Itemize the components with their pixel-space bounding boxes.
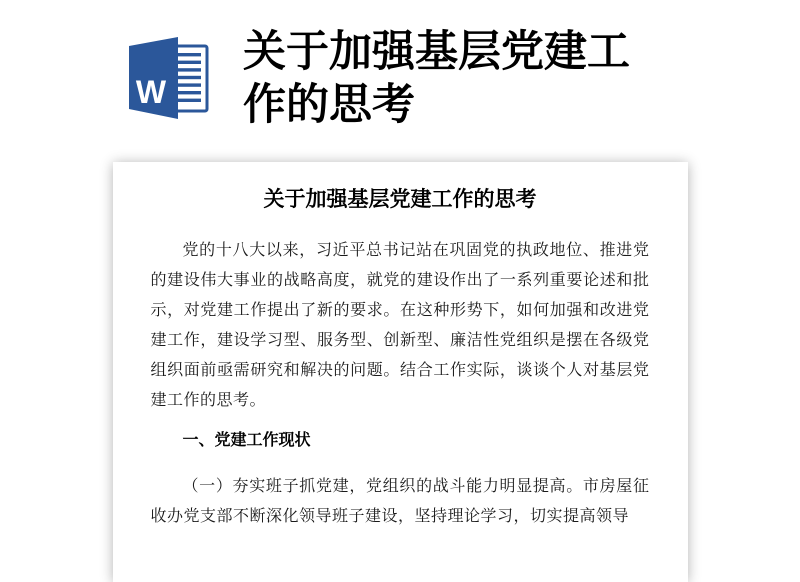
word-letter: W	[135, 74, 167, 110]
paragraph-intro: 党的十八大以来，习近平总书记站在巩固党的执政地位、推进党的建设伟大事业的战略高度，就党的建设作出了一系列重要论述和批示，对党建工作提出了新的要求。在这种形势下，如何加强和改进党建工作，建设学习型、服务型、创新型、廉洁性党组织是摆在各级党组织面前亟需研究和解决的问题。结合工作实际，谈谈个人对基层党建工作的思考。	[150, 242, 650, 409]
document-title: 关于加强基层党建工作的思考	[263, 187, 537, 211]
document-page	[113, 162, 688, 582]
paragraph-section-1-item-1: （一）夯实班子抓党建，党组织的战斗能力明显提高。市房屋征收办党支部不断深化领导班子建设，坚持理论学习，切实提高领导	[150, 478, 650, 525]
word-document-icon	[129, 37, 209, 121]
section-heading-1: 一、党建工作现状	[182, 432, 311, 449]
page-title: 关于加强基层党建工作的思考	[243, 28, 630, 129]
document-header	[120, 0, 680, 132]
